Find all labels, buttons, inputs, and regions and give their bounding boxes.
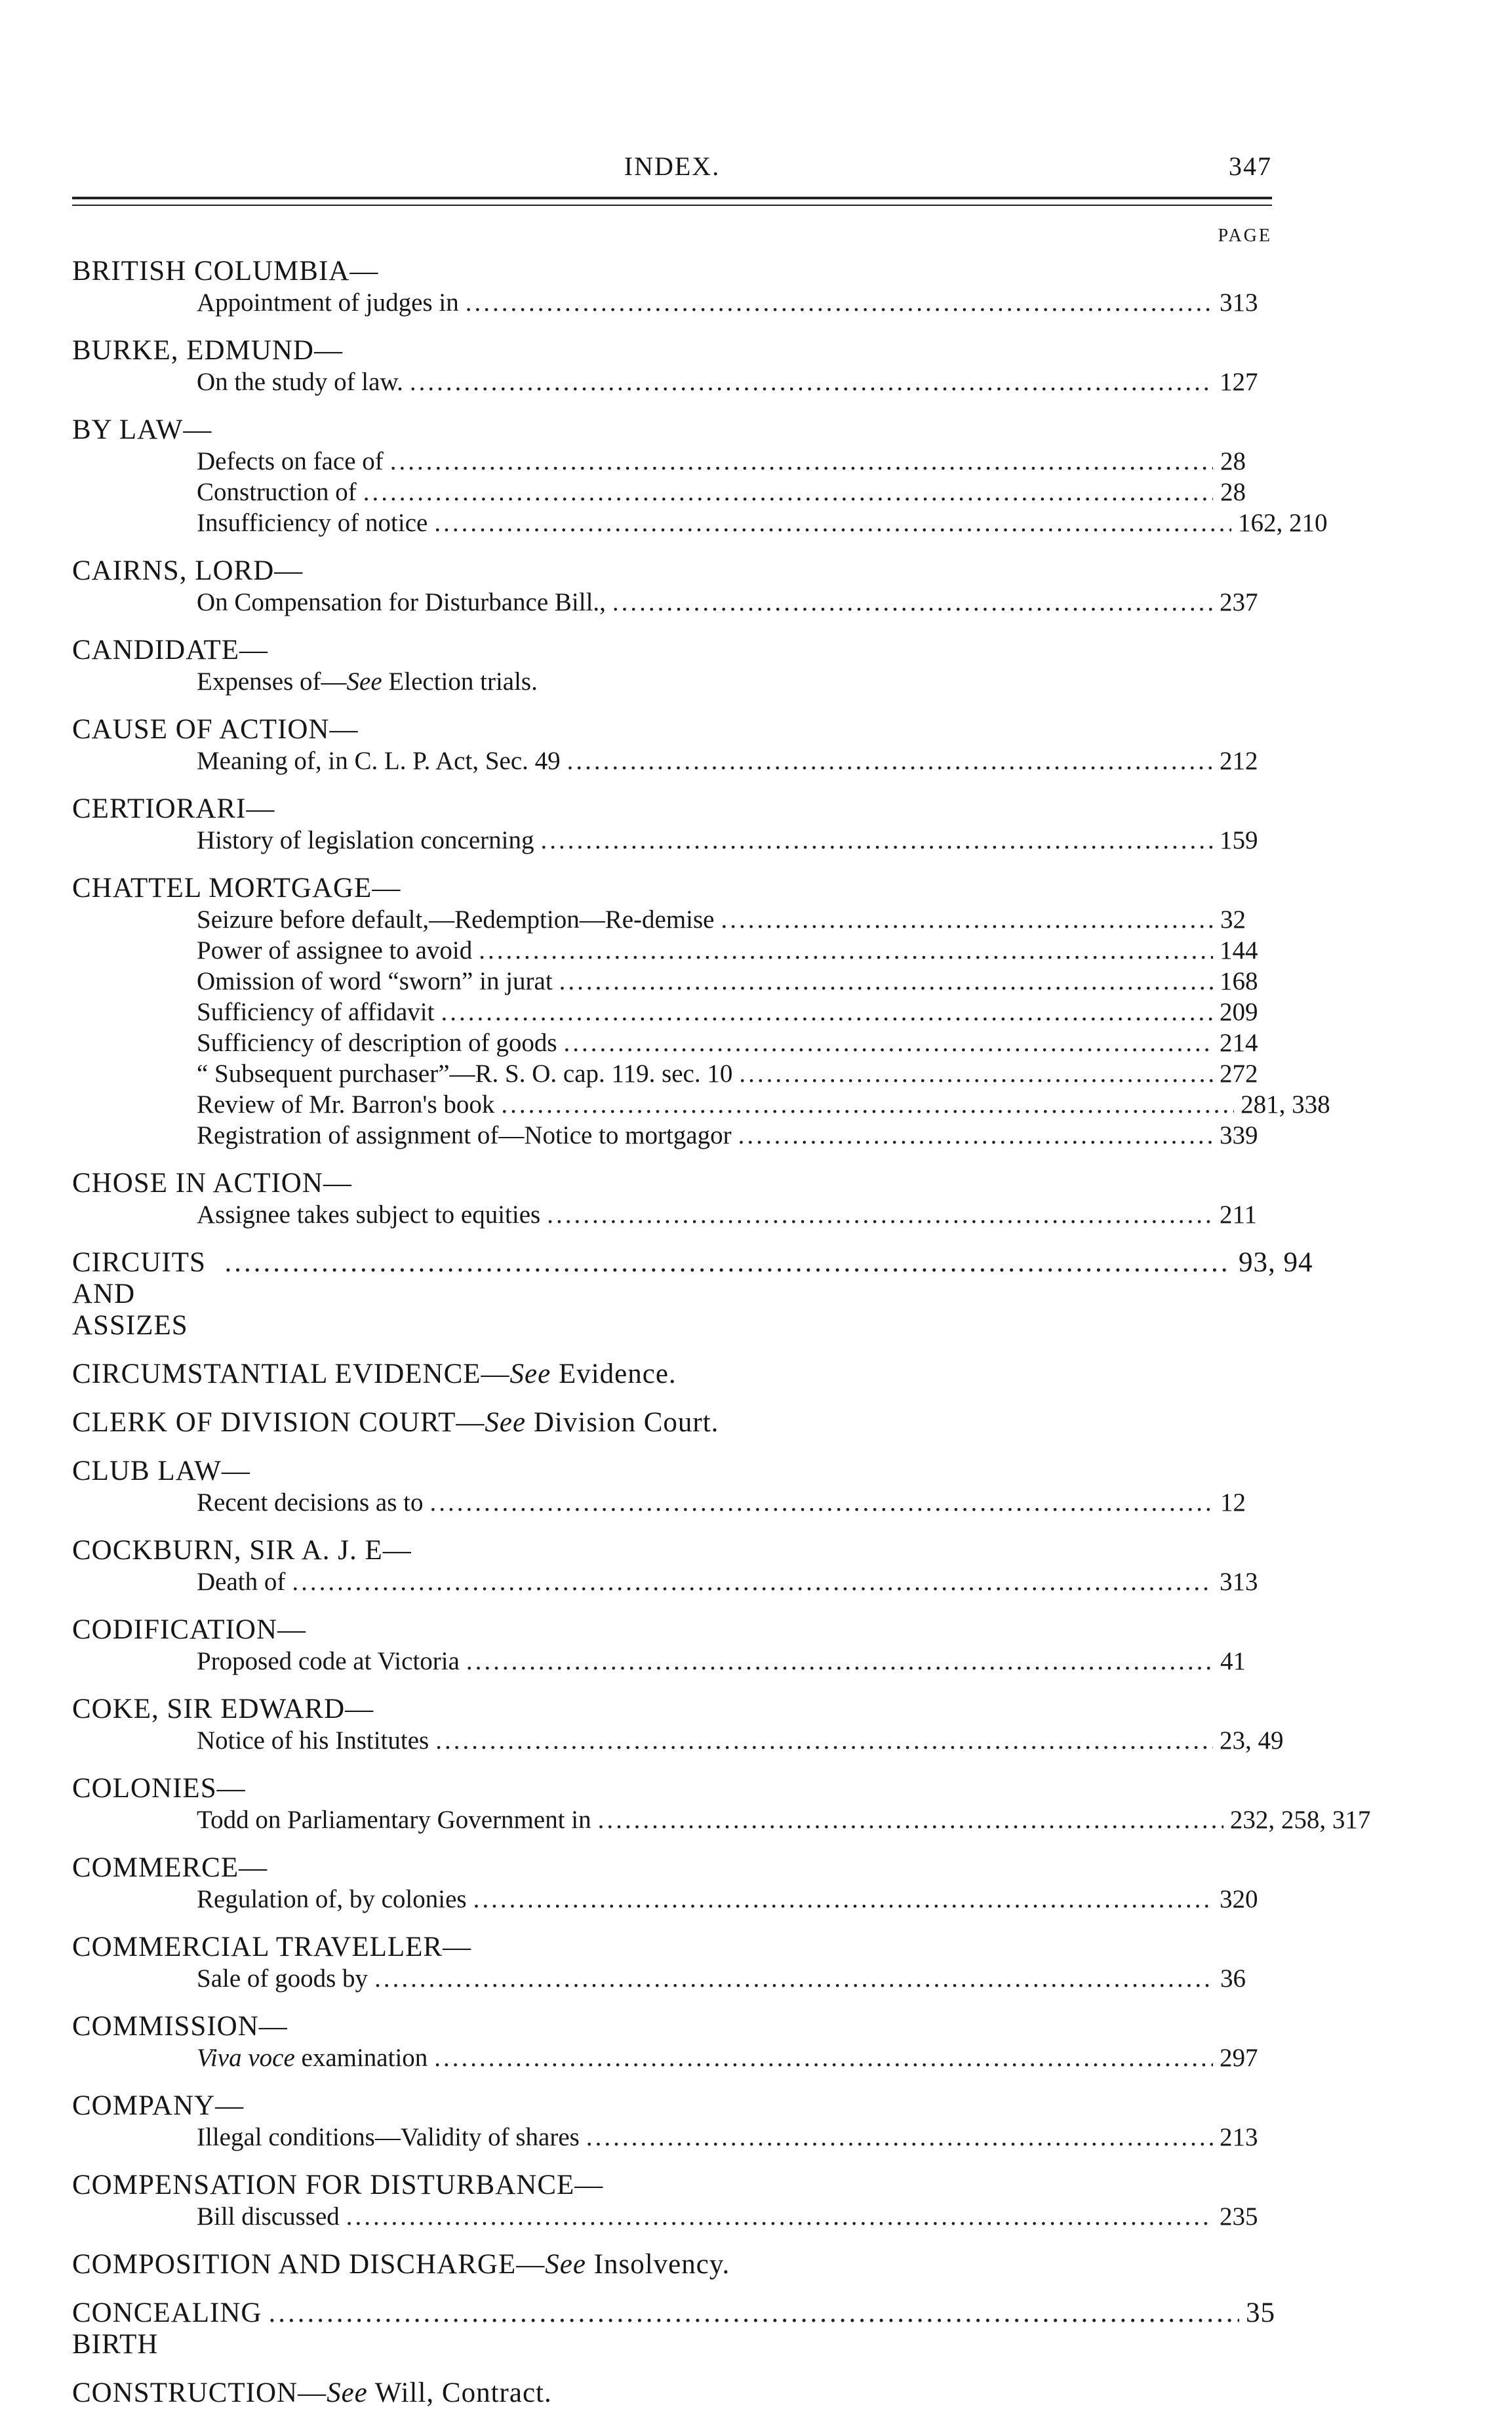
sub-entry-label: Review of Mr. Barron's book	[197, 1090, 495, 1119]
dot-leader	[473, 1884, 1213, 1915]
index-entry	[72, 1773, 1371, 1835]
sub-entry	[197, 477, 1272, 507]
sub-entry	[197, 2201, 1272, 2232]
index-entry	[72, 1247, 1313, 1342]
entry-heading-cross-reference	[72, 2249, 1272, 2280]
see-marker: See	[509, 1359, 551, 1389]
cross-ref-target: Election trials.	[382, 667, 538, 696]
page-reference: 159	[1220, 826, 1258, 854]
sub-entry-text	[197, 746, 561, 776]
sub-entry-label: Registration of assignment of—Notice to mortgagor	[197, 1121, 732, 1149]
entry-heading: COMPANY—	[72, 2090, 245, 2121]
sub-entry-label: Power of assignee to avoid	[197, 936, 473, 964]
dot-leader	[567, 746, 1213, 776]
entry-heading: CODIFICATION—	[72, 1614, 306, 1645]
index-entry	[72, 2377, 1272, 2409]
sub-entry	[197, 904, 1272, 935]
entry-heading: COMMERCIAL TRAVELLER—	[72, 1932, 472, 1962]
sub-entry-text	[197, 1027, 557, 1058]
index-entry	[72, 1852, 1272, 1915]
page-reference: 168	[1220, 967, 1258, 995]
sub-entry	[197, 1027, 1272, 1058]
page-reference: 36	[1220, 1964, 1246, 1993]
sub-entry-label: Proposed code at Victoria	[197, 1647, 460, 1675]
entry-heading: CIRCUMSTANTIAL EVIDENCE—	[72, 1359, 510, 1389]
dot-leader	[739, 1058, 1213, 1089]
index-entry	[72, 793, 1272, 856]
page-reference: 41	[1220, 1647, 1246, 1675]
entry-heading: CONSTRUCTION—	[72, 2377, 327, 2408]
dot-leader	[547, 1199, 1213, 1230]
entry-heading-with-page	[72, 2297, 1275, 2360]
sub-entry-text	[197, 2042, 428, 2073]
entry-heading: CANDIDATE—	[72, 635, 269, 666]
entry-heading-with-page	[72, 1247, 1313, 1342]
index-entry	[72, 2090, 1272, 2153]
sub-entry-text	[197, 1058, 732, 1089]
entry-heading: CLUB LAW—	[72, 1456, 250, 1486]
sub-entry-label: Illegal conditions—Validity of shares	[197, 2123, 580, 2151]
sub-entry-text	[197, 1646, 460, 1677]
index-entry	[72, 2011, 1272, 2073]
dot-leader	[479, 935, 1213, 966]
sub-entry-text	[197, 1566, 285, 1597]
page-reference: 162, 210	[1237, 509, 1328, 537]
sub-entry-text	[197, 287, 459, 318]
sub-entry	[197, 1963, 1272, 1994]
sub-entry-label: Appointment of judges in	[197, 288, 459, 317]
sub-entry	[197, 1646, 1272, 1677]
sub-entry-text	[197, 1089, 494, 1120]
dot-leader	[435, 1725, 1213, 1756]
sub-entry	[197, 1120, 1272, 1151]
sub-entry	[197, 446, 1272, 477]
index-entry	[72, 2249, 1272, 2280]
sub-entry	[197, 507, 1328, 538]
entry-heading: CAUSE OF ACTION—	[72, 714, 359, 745]
index-entry	[72, 635, 1272, 697]
index-entry	[72, 1456, 1272, 1518]
page-number: 347	[1229, 151, 1272, 181]
entry-heading: CHOSE IN ACTION—	[72, 1168, 352, 1199]
page-reference: 12	[1220, 1488, 1246, 1517]
index-entry	[72, 414, 1328, 538]
page-column-label: PAGE	[1218, 226, 1272, 246]
index-entry	[72, 1614, 1272, 1677]
page-reference: 320	[1220, 1885, 1258, 1913]
entry-heading: CHATTEL MORTGAGE—	[72, 873, 401, 904]
page-reference: 272	[1220, 1060, 1258, 1088]
dot-leader	[564, 1027, 1213, 1058]
entry-heading: CERTIORARI—	[72, 793, 275, 824]
dot-leader	[466, 287, 1213, 318]
sub-entry	[197, 1804, 1371, 1835]
sub-entry-text	[197, 966, 553, 997]
index-entry	[72, 555, 1272, 618]
sub-entry-label: “ Subsequent purchaser”—R. S. O. cap. 119. sec. 10	[197, 1060, 733, 1088]
index-entry	[72, 2297, 1275, 2360]
entry-heading: CAIRNS, LORD—	[72, 555, 304, 586]
sub-entry-label: Sufficiency of affidavit	[197, 998, 435, 1026]
page-reference: 232, 258, 317	[1229, 1806, 1371, 1834]
entry-heading: COMPENSATION FOR DISTURBANCE—	[72, 2170, 604, 2200]
entry-heading: COMMERCE—	[72, 1852, 268, 1883]
dot-leader	[559, 966, 1213, 997]
page-reference: 93, 94	[1239, 1247, 1313, 1278]
sub-entry-text	[197, 1120, 732, 1151]
entry-heading: COCKBURN, SIR A. J. E—	[72, 1535, 412, 1566]
page-reference: 213	[1220, 2123, 1258, 2151]
page-reference: 235	[1220, 2202, 1258, 2231]
dot-leader	[586, 2122, 1213, 2153]
sub-entry-text	[197, 1725, 429, 1756]
dot-leader	[540, 825, 1213, 856]
entry-heading: CLERK OF DIVISION COURT—	[72, 1407, 485, 1438]
header-rule	[72, 197, 1272, 206]
entry-heading: COLONIES—	[72, 1773, 246, 1804]
page-reference: 28	[1220, 478, 1246, 506]
sub-entry-label: Seizure before default,—Redemption—Re-demise	[197, 905, 715, 934]
sub-entry	[197, 935, 1272, 966]
page-reference: 212	[1220, 747, 1258, 775]
entry-heading: BRITISH COLUMBIA—	[72, 256, 379, 287]
index-entry	[72, 1359, 1272, 1390]
sub-entry-italic: Viva voce	[197, 2044, 295, 2072]
dot-leader	[410, 367, 1213, 397]
dot-leader	[346, 2201, 1213, 2232]
index-entry	[72, 1932, 1272, 1994]
sub-entry-label: Assignee takes subject to equities	[197, 1201, 541, 1229]
page-reference: 144	[1220, 936, 1258, 964]
entry-heading: CIRCUITS AND ASSIZES	[72, 1247, 206, 1341]
cross-ref-target: Insolvency.	[586, 2249, 730, 2280]
entry-heading: COKE, SIR EDWARD—	[72, 1694, 374, 1724]
sub-entry-label: Omission of word “sworn” in jurat	[197, 967, 553, 995]
sub-entry-text	[197, 904, 714, 935]
sub-entry-text	[197, 825, 534, 856]
sub-entry-label: Insufficiency of notice	[197, 509, 428, 537]
index-page	[72, 151, 1371, 2426]
dot-leader	[430, 1487, 1214, 1518]
dot-leader	[224, 1247, 1232, 1279]
sub-entry-label: Sufficiency of description of goods	[197, 1029, 557, 1057]
dot-leader	[721, 904, 1213, 935]
sub-entry-label: On Compensation for Disturbance Bill.,	[197, 588, 606, 616]
index-entry	[72, 1535, 1272, 1597]
sub-entry-label: Construction of	[197, 478, 357, 506]
sub-entry-text	[197, 2122, 580, 2153]
cross-ref-target: Division Court.	[526, 1407, 719, 1438]
sub-entry-label: Bill discussed	[197, 2202, 340, 2231]
page-reference: 32	[1220, 905, 1246, 934]
sub-entry	[197, 1566, 1272, 1597]
sub-entry-text	[197, 935, 472, 966]
sub-entry-text	[197, 1487, 424, 1518]
entry-heading: BY LAW—	[72, 414, 212, 445]
sub-entry	[197, 587, 1272, 618]
dot-leader	[434, 2042, 1213, 2073]
sub-entry-label: Death of	[197, 1568, 286, 1596]
page-reference: 313	[1220, 288, 1258, 317]
sub-entry	[197, 825, 1272, 856]
index-entry	[72, 1168, 1272, 1230]
sub-entry	[197, 746, 1272, 776]
sub-entry-label: Notice of his Institutes	[197, 1726, 429, 1755]
page-reference: 237	[1220, 588, 1258, 616]
sub-entry	[197, 1884, 1272, 1915]
entry-heading-cross-reference	[72, 1407, 1272, 1439]
entry-heading: BURKE, EDMUND—	[72, 335, 343, 366]
page-reference: 339	[1220, 1121, 1258, 1149]
see-marker: See	[327, 2377, 368, 2408]
sub-entry	[197, 1089, 1330, 1120]
entry-heading: COMMISSION—	[72, 2011, 288, 2042]
page-reference: 297	[1220, 2044, 1258, 2072]
see-marker: See	[346, 667, 382, 696]
page-reference: 211	[1220, 1201, 1258, 1229]
page-reference: 214	[1220, 1029, 1258, 1057]
sub-entry-text	[197, 1199, 540, 1230]
sub-entry	[197, 997, 1272, 1027]
sub-entry-text	[197, 477, 357, 507]
dot-leader	[363, 477, 1213, 507]
sub-entry-label: Meaning of, in C. L. P. Act, Sec. 49	[197, 747, 561, 775]
page-reference: 28	[1220, 447, 1246, 475]
running-head	[72, 151, 1272, 197]
sub-entry-label: On the study of law.	[197, 368, 403, 396]
dot-leader	[374, 1963, 1213, 1994]
sub-entry	[197, 287, 1272, 318]
dot-leader	[390, 446, 1213, 477]
sub-entry-label: Todd on Parliamentary Government in	[197, 1806, 591, 1834]
sub-entry	[197, 1058, 1272, 1089]
cross-ref-prefix: Expenses of—	[197, 667, 347, 696]
cross-reference	[197, 666, 1272, 697]
dot-leader	[598, 1804, 1224, 1835]
entry-heading-cross-reference	[72, 1359, 1272, 1390]
index-entries	[72, 256, 1371, 2409]
sub-entry-text	[197, 997, 434, 1027]
page-reference: 35	[1246, 2297, 1275, 2328]
page-reference: 127	[1220, 368, 1258, 396]
dot-leader	[612, 587, 1213, 618]
see-marker: See	[485, 1407, 527, 1438]
page-reference: 313	[1220, 1568, 1258, 1596]
sub-entry	[197, 2122, 1272, 2153]
sub-entry-label: Recent decisions as to	[197, 1488, 424, 1517]
index-entry	[72, 873, 1330, 1151]
sub-entry	[197, 1725, 1284, 1756]
sub-entry-label: Sale of goods by	[197, 1964, 368, 1993]
index-entry	[72, 1407, 1272, 1439]
sub-entry	[197, 966, 1272, 997]
sub-entry-text	[197, 507, 428, 538]
sub-entry	[197, 1199, 1272, 1230]
page-reference: 23, 49	[1220, 1726, 1284, 1755]
page-title: INDEX.	[624, 151, 721, 181]
sub-entry-label: History of legislation concerning	[197, 826, 534, 854]
sub-entry-label: Regulation of, by colonies	[197, 1885, 467, 1913]
cross-ref-target: Evidence.	[551, 1359, 677, 1389]
page-reference: 209	[1220, 998, 1258, 1026]
entry-heading: COMPOSITION AND DISCHARGE—	[72, 2249, 546, 2280]
sub-entry-label: examination	[294, 2044, 428, 2072]
index-entry	[72, 714, 1272, 776]
index-entry	[72, 2170, 1272, 2232]
sub-entry-text	[197, 587, 606, 618]
dot-leader	[738, 1120, 1213, 1151]
sub-entry-text	[197, 367, 403, 397]
index-entry	[72, 256, 1272, 318]
sub-entry-text	[197, 1804, 591, 1835]
dot-leader	[268, 2297, 1239, 2329]
entry-heading: CONCEALING BIRTH	[72, 2297, 262, 2360]
sub-entry	[197, 367, 1272, 397]
index-entry	[72, 1694, 1284, 1756]
sub-entry-label: Defects on face of	[197, 447, 384, 475]
sub-entry	[197, 2042, 1272, 2073]
dot-leader	[466, 1646, 1213, 1677]
entry-heading-cross-reference	[72, 2377, 1272, 2409]
cross-ref-target: Will, Contract.	[367, 2377, 552, 2408]
sub-entry	[197, 1487, 1272, 1518]
dot-leader	[292, 1566, 1213, 1597]
sub-entry-text	[197, 1884, 467, 1915]
sub-entry-text	[197, 1963, 368, 1994]
see-marker: See	[545, 2249, 586, 2280]
sub-entry-text	[197, 2201, 340, 2232]
sub-entry-text	[197, 446, 384, 477]
dot-leader	[441, 997, 1213, 1027]
page-reference: 281, 338	[1241, 1090, 1330, 1119]
dot-leader	[434, 507, 1231, 538]
dot-leader	[501, 1089, 1234, 1120]
index-entry	[72, 335, 1272, 397]
